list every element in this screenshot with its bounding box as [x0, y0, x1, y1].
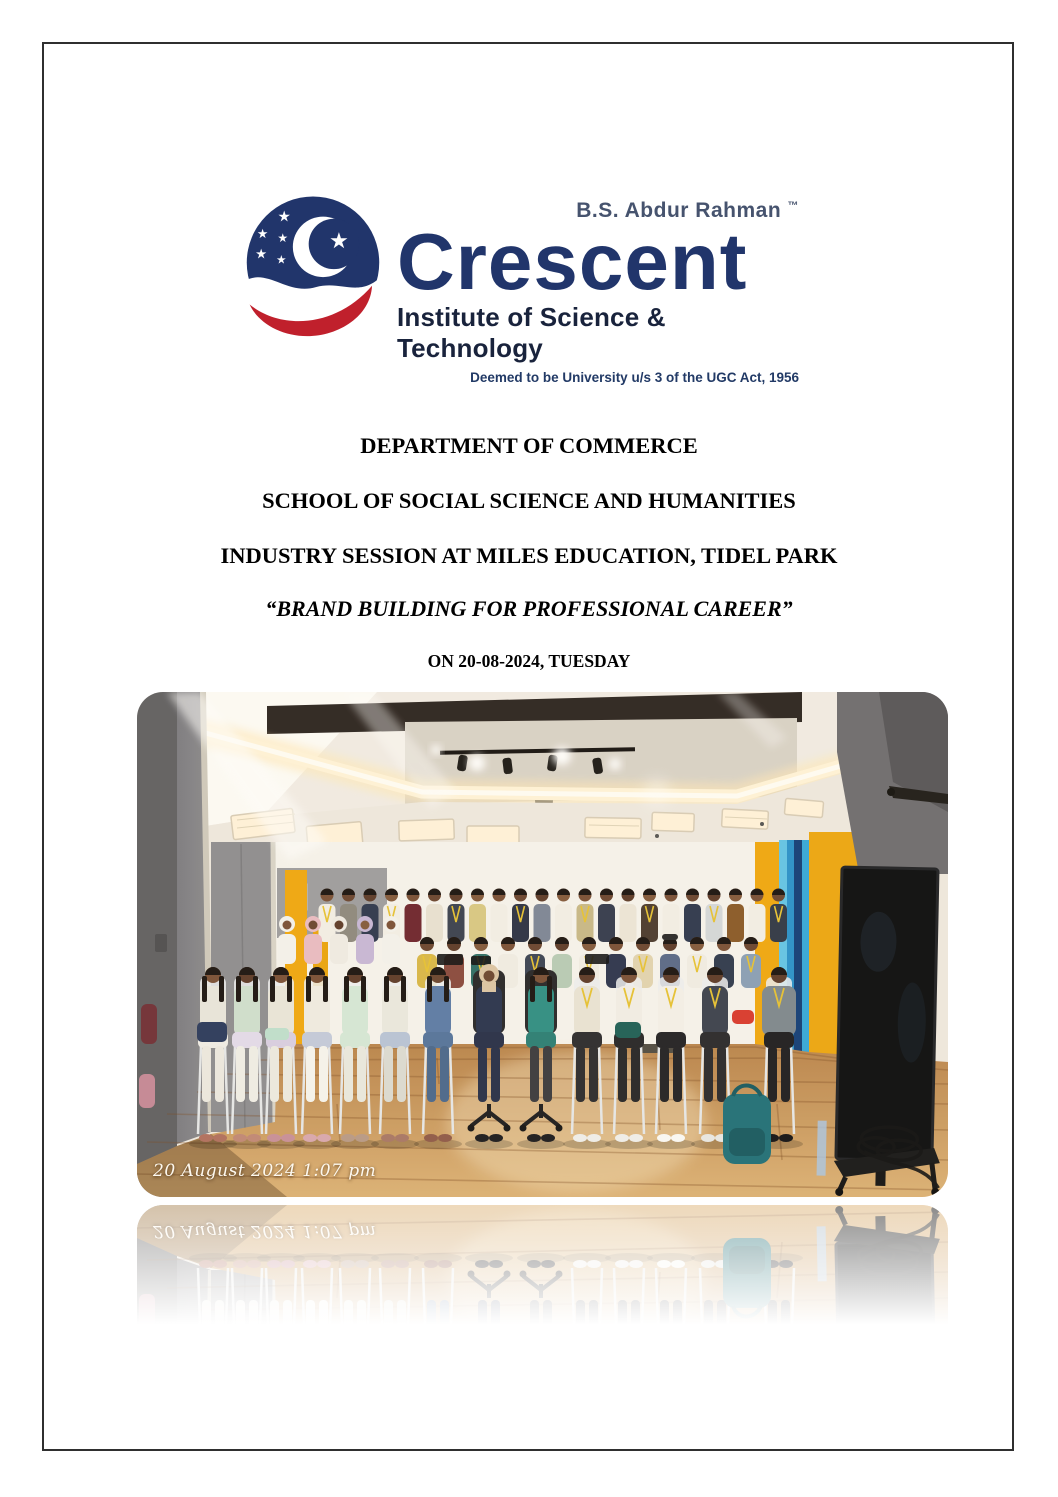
trademark-symbol: ™ — [787, 200, 799, 212]
heading-department: DEPARTMENT OF COMMERCE — [360, 433, 698, 458]
logo-brand: B.S. Abdur Rahman — [576, 199, 782, 222]
heading-topic: “BRAND BUILDING FOR PROFESSIONAL CAREER” — [265, 596, 793, 621]
heading-school: SCHOOL OF SOCIAL SCIENCE AND HUMANITIES — [262, 488, 796, 513]
logo-text — [397, 194, 799, 385]
logo-subtitle: Institute of Science & Technology — [397, 301, 666, 363]
photo-scene — [137, 692, 948, 1197]
reflection-fade — [137, 1205, 948, 1351]
heading-date: ON 20-08-2024, TUESDAY — [427, 651, 631, 671]
event-photo — [137, 692, 948, 1197]
crescent-logo-emblem — [241, 194, 385, 340]
logo-name: Crescent — [397, 217, 748, 306]
photo-reflection — [137, 1205, 948, 1351]
photo-timestamp: 20 August 2024 1:07 pm — [153, 1161, 377, 1181]
heading-session: INDUSTRY SESSION AT MILES EDUCATION, TIDEL PARK — [220, 543, 838, 568]
logo-tagline: Deemed to be University u/s 3 of the UGC Act, 1956 — [470, 369, 799, 385]
institution-logo — [241, 194, 799, 385]
